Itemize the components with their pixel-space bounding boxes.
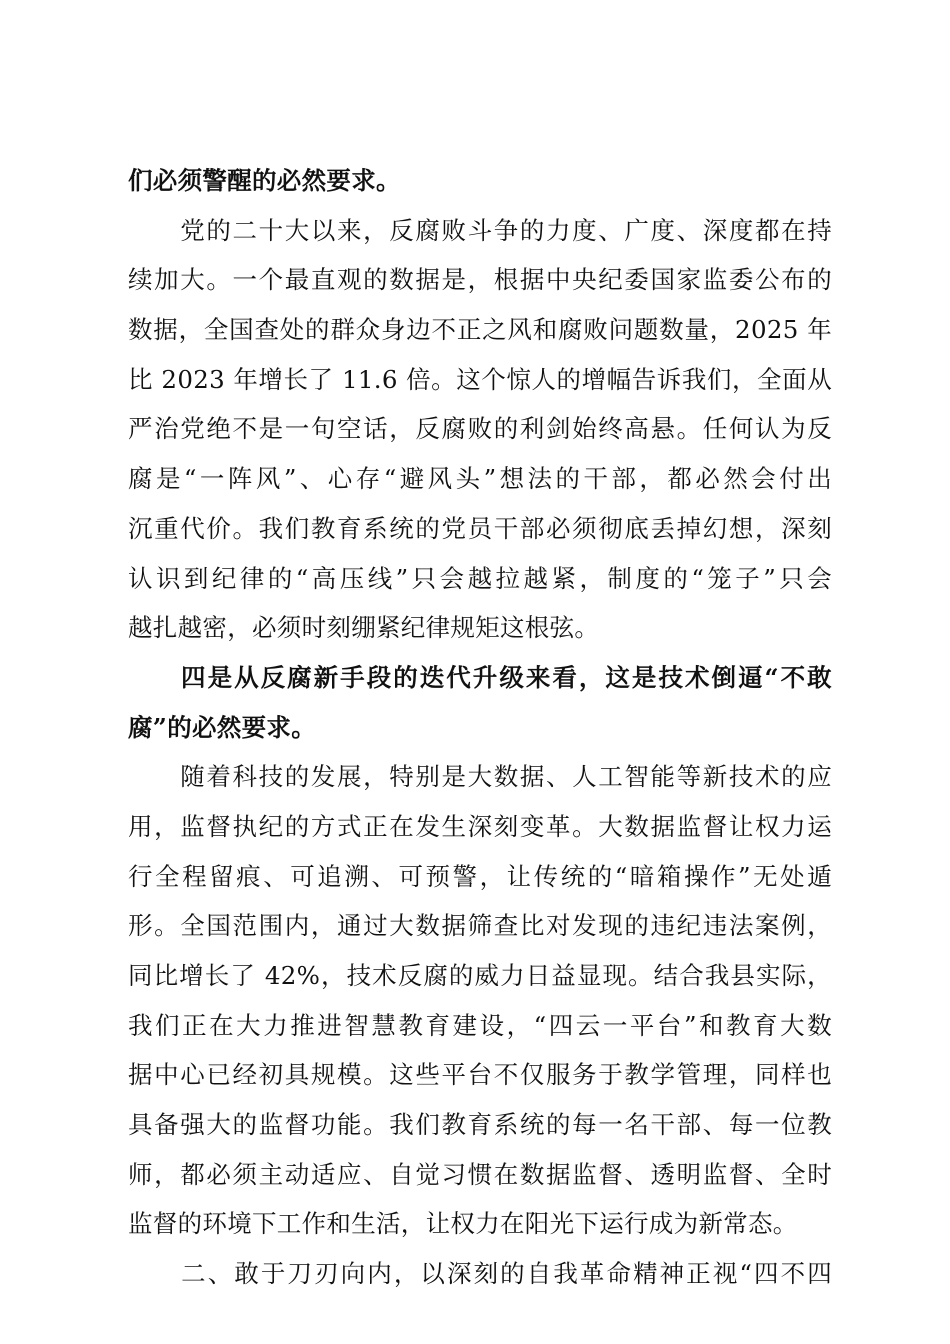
text-line: 形。全国范围内，通过大数据筛查比对发现的违纪违法案例， <box>128 911 832 941</box>
text-line: 越扎越密，必须时刻绷紧纪律规矩这根弦。 <box>128 613 600 643</box>
text-line: 用，监督执纪的方式正在发生深刻变革。大数据监督让权力运 <box>128 811 832 841</box>
text-line: 师，都必须主动适应、自觉习惯在数据监督、透明监督、全时 <box>128 1159 832 1189</box>
text-line: 监督的环境下工作和生活，让权力在阳光下运行成为新常态。 <box>128 1209 798 1239</box>
text-line: 们必须警醒的必然要求。 <box>128 166 401 195</box>
text-line: 同比增长了 42%，技术反腐的威力日益显现。结合我县实际， <box>128 961 832 990</box>
text-line: 据中心已经初具规模。这些平台不仅服务于教学管理，同样也 <box>128 1060 832 1090</box>
text-line: 认识到纪律的“高压线”只会越拉越紧，制度的“笼子”只会 <box>128 563 832 593</box>
text-line: 腐”的必然要求。 <box>128 712 316 742</box>
text-line: 腐是“一阵风”、心存“避风头”想法的干部，都必然会付出 <box>128 464 832 494</box>
text-line: 党的二十大以来，反腐败斗争的力度、广度、深度都在持 <box>128 215 832 245</box>
text-line: 比 2023 年增长了 11.6 倍。这个惊人的增幅告诉我们，全面从 <box>128 364 832 394</box>
text-line: 严治党绝不是一句空话，反腐败的利剑始终高悬。任何认为反 <box>128 414 832 444</box>
text-line: 数据，全国查处的群众身边不正之风和腐败问题数量，2025 年 <box>128 315 832 345</box>
text-line: 沉重代价。我们教育系统的党员干部必须彻底丢掉幻想，深刻 <box>128 513 832 543</box>
text-line: 续加大。一个最直观的数据是，根据中央纪委国家监委公布的 <box>128 265 832 295</box>
text-line: 二、敢于刀刃向内，以深刻的自我革命精神正视“四不四 <box>128 1259 832 1289</box>
text-line: 四是从反腐新手段的迭代升级来看，这是技术倒逼“不敢 <box>128 662 832 692</box>
text-line: 行全程留痕、可追溯、可预警，让传统的“暗箱操作”无处遁 <box>128 861 832 891</box>
document-body <box>128 156 832 1299</box>
text-line: 随着科技的发展，特别是大数据、人工智能等新技术的应 <box>128 762 832 792</box>
text-line: 我们正在大力推进智慧教育建设，“四云一平台”和教育大数 <box>128 1010 832 1040</box>
text-line: 具备强大的监督功能。我们教育系统的每一名干部、每一位教 <box>128 1110 832 1140</box>
